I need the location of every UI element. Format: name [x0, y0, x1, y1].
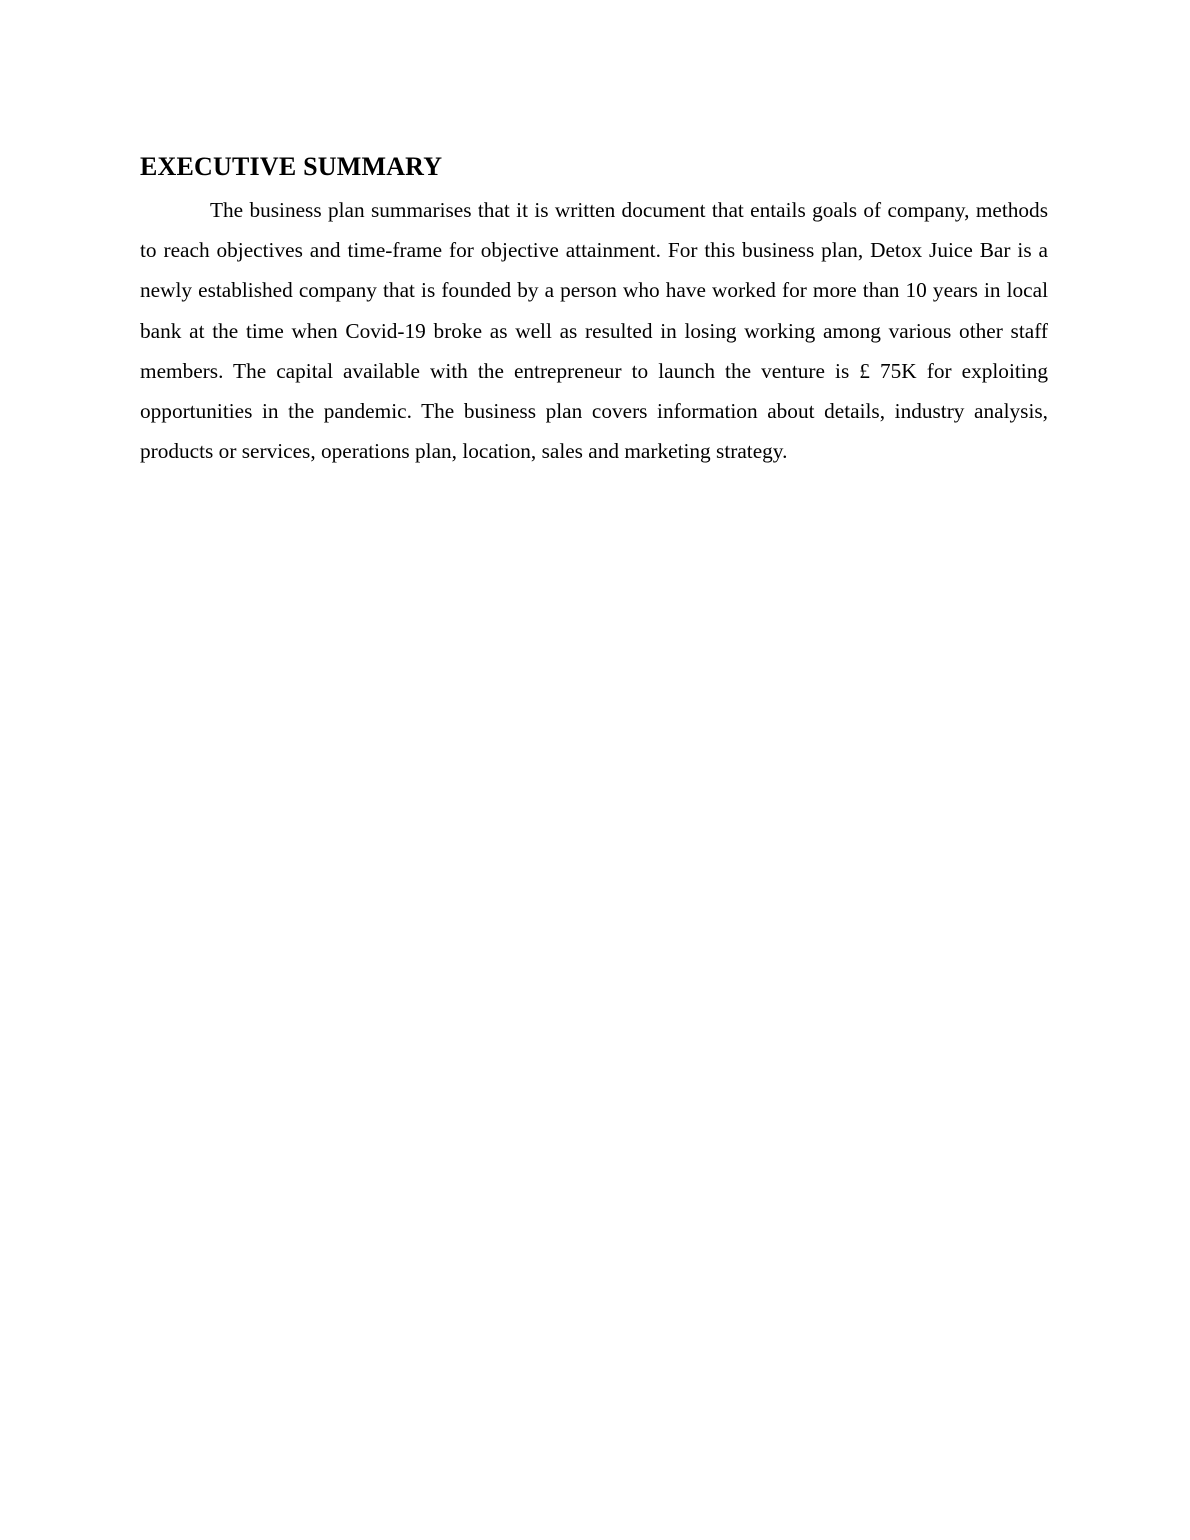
- summary-paragraph: The business plan summarises that it is written document that entails goals of company, methods to reach objectives and time-frame for objective attainment. For this business plan, Detox Juice Bar is a newly established company that is founded by a person who have worked for more than 10 years in local bank at the time when Covid-19 broke as well as resulted in losing working among various other staff members. The capital available with the entrepreneur to launch the venture is £ 75K for exploiting opportunities in the pandemic. The business plan covers information about details, industry analysis, products or services, operations plan, location, sales and marketing strategy.: [140, 198, 1048, 464]
- document-body: [140, 150, 1048, 471]
- section-heading: EXECUTIVE SUMMARY: [140, 152, 443, 181]
